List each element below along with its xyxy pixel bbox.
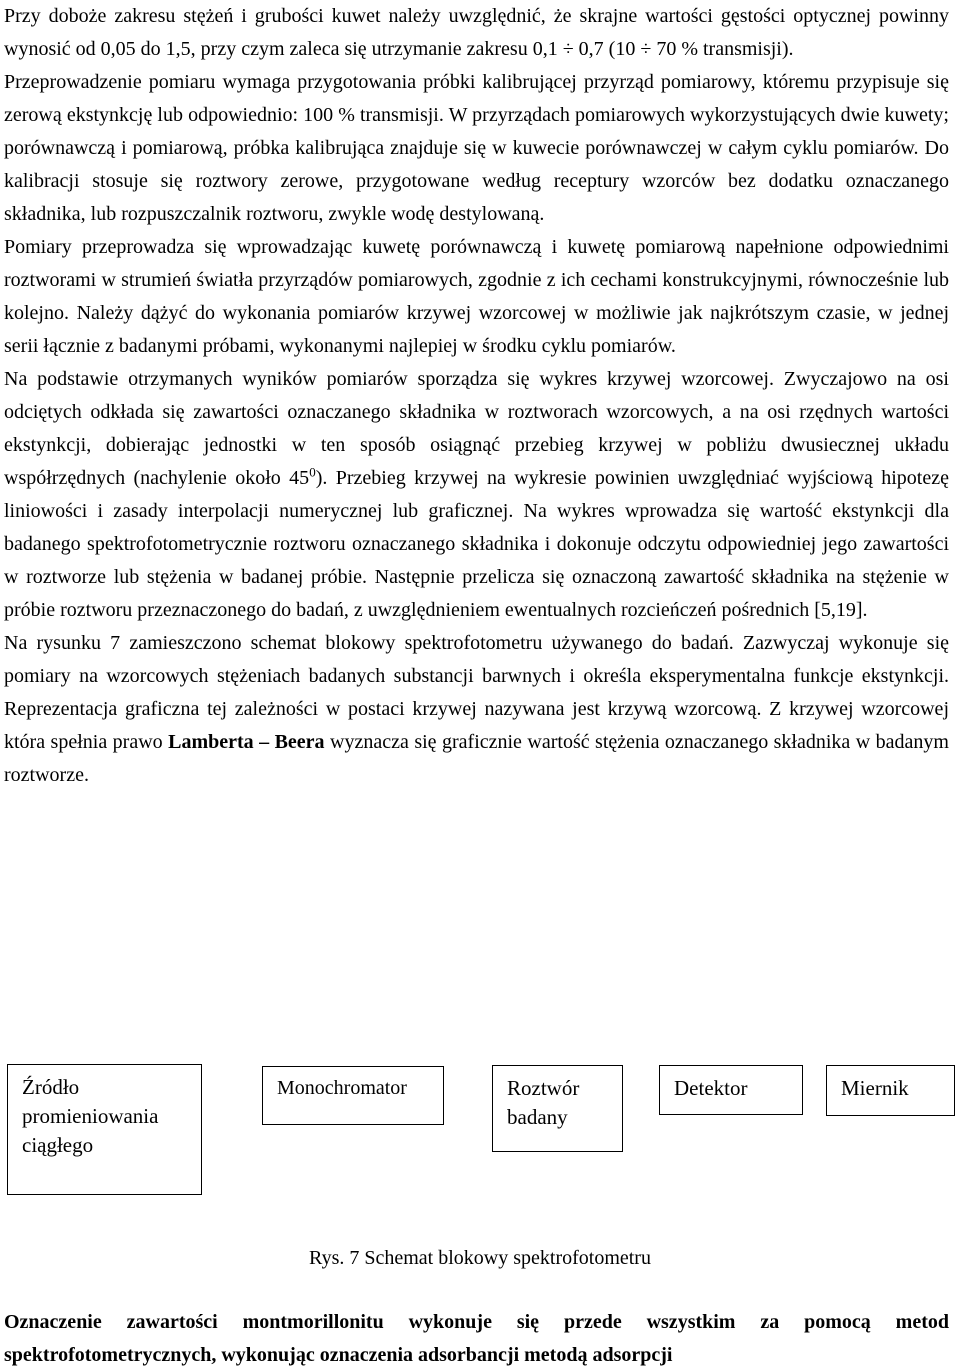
final-paragraph-container xyxy=(4,1306,949,1372)
degree-superscript: 0 xyxy=(309,464,316,480)
paragraph-1: Przy doboże zakresu stężeń i grubości kuwet należy uwzględnić, że skrajne wartości gęstości optycznej powinny wynosić od 0,05 do 1,5, przy czym zaleca się utrzymanie zakresu 0,1 ÷ 0,7 (10 ÷ 70 % transmisji). xyxy=(4,5,949,60)
paragraph-4-part-1: Na podstawie otrzymanych wyników pomiarów sporządza się wykres krzywej wzorcowej. Zwyczajowo na osi odciętych odkłada się zawartości oznaczanego składnika w roztworach wzorcowych, a na osi rzędnych wartości ekstynkcji, dobierając jednostki w ten sposób osiągnąć przebieg krzywej w pobliżu dwusiecznej układu współrzędnych (nachylenie około 45 xyxy=(4,368,949,489)
body-text xyxy=(4,0,949,792)
paragraph-5-part-2: wyznacza się graficznie wartość stężenia oznaczanego składnika w badanym roztworze. xyxy=(4,731,949,786)
block-meter: Miernik xyxy=(826,1065,955,1116)
paragraph-4 xyxy=(4,363,949,627)
block-source: Źródło promieniowania ciągłego xyxy=(7,1064,202,1195)
paragraph-4-part-2: ). Przebieg krzywej na wykresie powinien uwzględniać wyjściową hipotezę liniowości i zasady interpolacji numerycznej lub graficznej. Na wykres wprowadza się wartość ekstynkcji dla badanego spektrofotometrycznie roztworu oznaczanego składnika i dokonuje odczytu odpowiedniej jego zawartości w roztworze lub stężenia w badanej próbie. Następnie przelicza się oznaczoną zawartość składnika na stężenie w próbie roztworu przeznaczonego do badań, z uwzględnieniem ewentualnych rozcieńczeń pośrednich [5,19]. xyxy=(4,467,949,621)
block-monochromator: Monochromator xyxy=(262,1066,444,1125)
paragraph-5-part-1: Na rysunku 7 zamieszczono schemat blokowy spektrofotometru używanego do badań. Zazwyczaj wykonuje się pomiary na wzorcowych stężeniach badanych substancji barwnych i określa eksperymentalna funkcje ekstynkcji. Reprezentacja graficzna tej zależności w postaci krzywej nazywana jest krzywą wzorcową. Z krzywej wzorcowej która spełnia prawo xyxy=(4,632,949,753)
paragraph-3: Pomiary przeprowadza się wprowadzając kuwetę porównawczą i kuwetę pomiarową napełnione odpowiednimi roztworami w strumień światła przyrządów pomiarowych, zgodnie z ich cechami konstrukcyjnymi, równocześnie lub kolejno. Należy dążyć do wykonania pomiarów krzywej wzorcowej w możliwie jak najkrótszym czasie, w jednej serii łącznie z badanymi próbami, wykonanymi najlepiej w środku cyklu pomiarów. xyxy=(4,236,949,357)
figure-caption: Rys. 7 Schemat blokowy spektrofotometru xyxy=(309,1247,651,1269)
block-diagram xyxy=(0,1060,960,1210)
block-sample: Roztwór badany xyxy=(492,1065,623,1152)
law-name: Lamberta – Beera xyxy=(168,731,325,753)
paragraph-2: Przeprowadzenie pomiaru wymaga przygotowania próbki kalibrującej przyrząd pomiarowy, któremu przypisuje się zerową ekstynkcję lub odpowiednio: 100 % transmisji. W przyrządach pomiarowych wykorzystujących dwie kuwety; porównawczą i pomiarową, próbka kalibrująca znajduje się w kuwecie porównawczej w całym cyklu pomiarów. Do kalibracji stosuje się roztwory zerowe, przygotowane według receptury wzorców bez dodatku oznaczanego składnika, lub rozpuszczalnik roztworu, zwykle wodę destylowaną. xyxy=(4,71,949,225)
paragraph-5 xyxy=(4,627,949,792)
block-detector: Detektor xyxy=(659,1065,803,1115)
final-paragraph: Oznaczenie zawartości montmorillonitu wykonuje się przede wszystkim za pomocą metod spektrofotometrycznych, wykonując oznaczenia adsorbancji metodą adsorpcji xyxy=(4,1311,949,1366)
